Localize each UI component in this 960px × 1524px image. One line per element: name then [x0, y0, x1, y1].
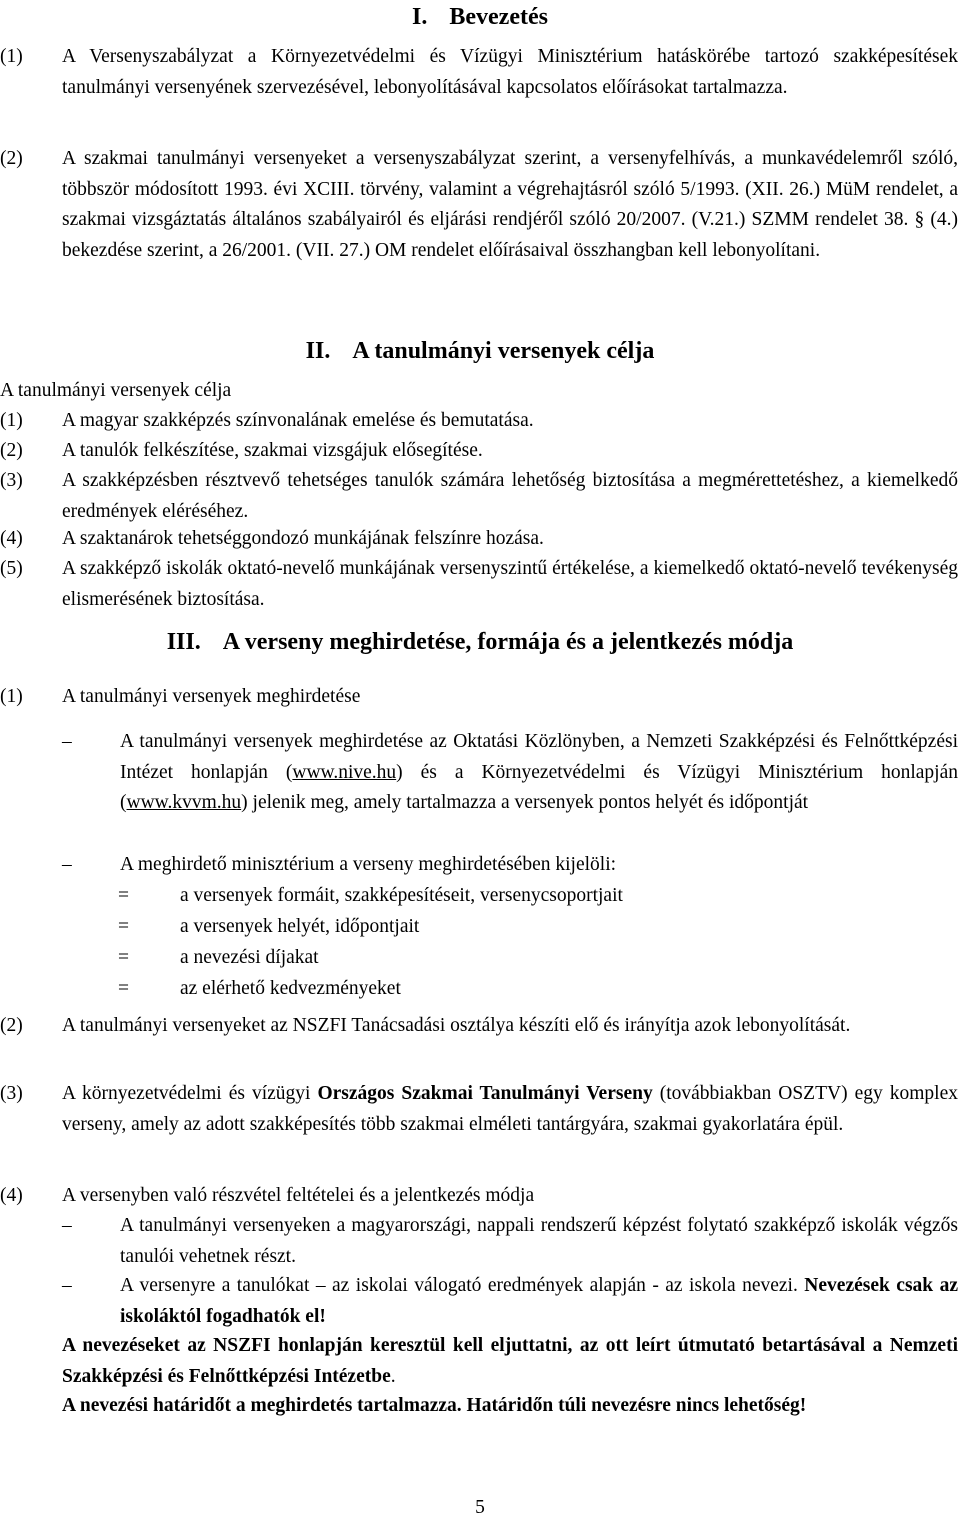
section-number: I. [412, 4, 428, 30]
text-part: ) jelenik meg, amely tartalmazza a versenyek pontos helyét és időpontját [241, 792, 809, 813]
equals-item [118, 974, 401, 1005]
paragraph-text: A versenyben való részvétel feltételei és a jelentkezés módja [62, 1185, 535, 1206]
dash-item [62, 1271, 958, 1332]
paragraph-number: (3) [0, 1083, 23, 1104]
equals-text: a versenyek formáit, szakképesítéseit, versenycsoportjait [180, 885, 623, 906]
paragraph-number: (4) [0, 1185, 23, 1206]
text-part: . [390, 1365, 396, 1387]
equals-item [118, 881, 623, 912]
dash-item [62, 1211, 958, 1272]
text-part: A tanulmányi versenyek meghirdetése az Oktatási Közlönyben, a Nemzeti Szakképzési és Felnőttképzési Intézet honlapján ( [120, 731, 958, 783]
section-title: Bevezetés [449, 4, 548, 30]
section-number: III. [166, 629, 201, 655]
goal-item [0, 554, 958, 615]
item-number: (2) [0, 440, 23, 461]
intro-paragraph-2 [0, 144, 958, 266]
goal-item [0, 466, 958, 527]
text-part: A versenyre a tanulókat – az iskolai válogató eredmények alapján - az iskola nevezi. [120, 1275, 805, 1296]
paragraph-text: A tanulmányi versenyeket az NSZFI Tanácsadási osztálya készíti elő és irányítja azok lebonyolítását. [62, 1015, 851, 1036]
item-number: (1) [0, 410, 23, 431]
equals-mark: = [118, 978, 129, 999]
dash-mark: – [62, 854, 72, 875]
nive-link[interactable]: www.nive.hu [292, 761, 397, 783]
paragraph-text: A tanulmányi versenyek meghirdetése [62, 686, 361, 707]
intro-paragraph-1 [0, 42, 958, 103]
paragraph-number: (2) [0, 148, 23, 169]
equals-mark: = [118, 885, 129, 906]
section-heading-1 [0, 2, 960, 32]
goals-intro: A tanulmányi versenyek célja [0, 380, 232, 401]
dash-mark: – [62, 1215, 72, 1236]
section-number: II. [305, 338, 331, 364]
emphasis: A nevezéseket az NSZFI honlapján keresztül kell eljuttatni, az ott leírt útmutató betartásával a Nemzeti Szakképzési és Felnőttképzési Intézetbe [62, 1335, 958, 1387]
item-text: A magyar szakképzés színvonalának emelése és bemutatása. [62, 410, 534, 431]
text-part: (továbbiakban OSZTV) egy komplex verseny, amely az adott szakképesítés több szakmai elméleti tantárgyára, szakmai gyakorlatára épül. [62, 1083, 958, 1135]
section-title: A tanulmányi versenyek célja [352, 338, 655, 364]
paragraph-text: A Versenyszabályzat a Környezetvédelmi és Vízügyi Minisztérium hatáskörébe tartozó szakképesítések tanulmányi versenyének szervezésével, lebonyolításával kapcsolatos előírásokat tartalmazza. [62, 46, 958, 98]
paragraph-number: (1) [0, 686, 23, 707]
announce-paragraph-1 [0, 682, 958, 713]
nomination-note [62, 1331, 958, 1392]
paragraph-number: (2) [0, 1015, 23, 1036]
item-number: (4) [0, 528, 23, 549]
announce-paragraph-4 [0, 1181, 958, 1212]
item-text: A tanulók felkészítése, szakmai vizsgájuk elősegítése. [62, 440, 483, 461]
dash-item [62, 850, 958, 881]
paragraph-text [62, 1079, 958, 1140]
equals-mark: = [118, 916, 129, 937]
dash-mark: – [62, 731, 72, 752]
section-title: A verseny meghirdetése, formája és a jelentkezés módja [222, 629, 794, 655]
paragraph-number: (1) [0, 46, 23, 67]
item-text: A szaktanárok tehetséggondozó munkájának felszínre hozása. [62, 528, 544, 549]
emphasis: A nevezési határidőt a meghirdetés tartalmazza. Határidőn túli nevezésre nincs lehetőség! [62, 1395, 807, 1416]
deadline-note [62, 1391, 958, 1422]
equals-item [118, 912, 419, 943]
dash-item [62, 727, 958, 819]
paragraph-text: A szakmai tanulmányi versenyeket a versenyszabályzat szerint, a versenyfelhívás, a munkavédelemről szóló, többször módosított 1993. évi XCIII. törvény, valamint a végrehajtásról szóló 5/1993. (XII. 26.) MüM rendelet, a szakmai vizsgáztatás általános szabályairól és eljárási rendjéről szóló 20/2007. (V.21.) SZMM rendelet 38. § (4.) bekezdése szerint, a 26/2001. (VII. 27.) OM rendelet előírásaival összhangban kell lebonyolítani. [62, 148, 958, 261]
goal-item [0, 436, 958, 467]
dash-text: A tanulmányi versenyeken a magyarországi, nappali rendszerű képzést folytató szakképző iskolák végzős tanulói vehetnek részt. [120, 1215, 958, 1267]
goal-item [0, 524, 958, 555]
item-number: (3) [0, 470, 23, 491]
dash-text: A meghirdető minisztérium a verseny meghirdetésében kijelöli: [120, 854, 617, 875]
item-text: A szakképző iskolák oktató-nevelő munkájának versenyszintű értékelése, a kiemelkedő oktató-nevelő tevékenység elismerésének biztosítása. [62, 558, 958, 610]
equals-text: a versenyek helyét, időpontjait [180, 916, 420, 937]
equals-text: az elérhető kedvezményeket [180, 978, 401, 999]
equals-text: a nevezési díjakat [180, 947, 319, 968]
goal-item [0, 406, 958, 437]
competition-name: Országos Szakmai Tanulmányi Verseny [317, 1083, 653, 1104]
emphasis: Nevezések csak az iskoláktól fogadhatók el! [120, 1275, 958, 1327]
announce-paragraph-2 [0, 1011, 958, 1042]
page-number: 5 [475, 1497, 485, 1518]
equals-item [118, 943, 319, 974]
section-heading-2 [0, 336, 960, 366]
item-text: A szakképzésben résztvevő tehetséges tanulók számára lehetőség biztosítása a megmérettetéshez, a kiemelkedő eredmények eléréséhez. [62, 470, 958, 522]
dash-mark: – [62, 1275, 72, 1296]
section-heading-3 [0, 627, 960, 657]
announce-paragraph-3 [0, 1079, 958, 1140]
text-part: A környezetvédelmi és vízügyi [62, 1083, 318, 1104]
kvvm-link[interactable]: www.kvvm.hu [126, 792, 242, 813]
equals-mark: = [118, 947, 129, 968]
dash-text [120, 1271, 958, 1332]
item-number: (5) [0, 558, 23, 579]
text-part: ) és a Környezetvédelmi és Vízügyi Minisztérium honlapján ( [120, 761, 958, 813]
dash-text [120, 727, 958, 819]
